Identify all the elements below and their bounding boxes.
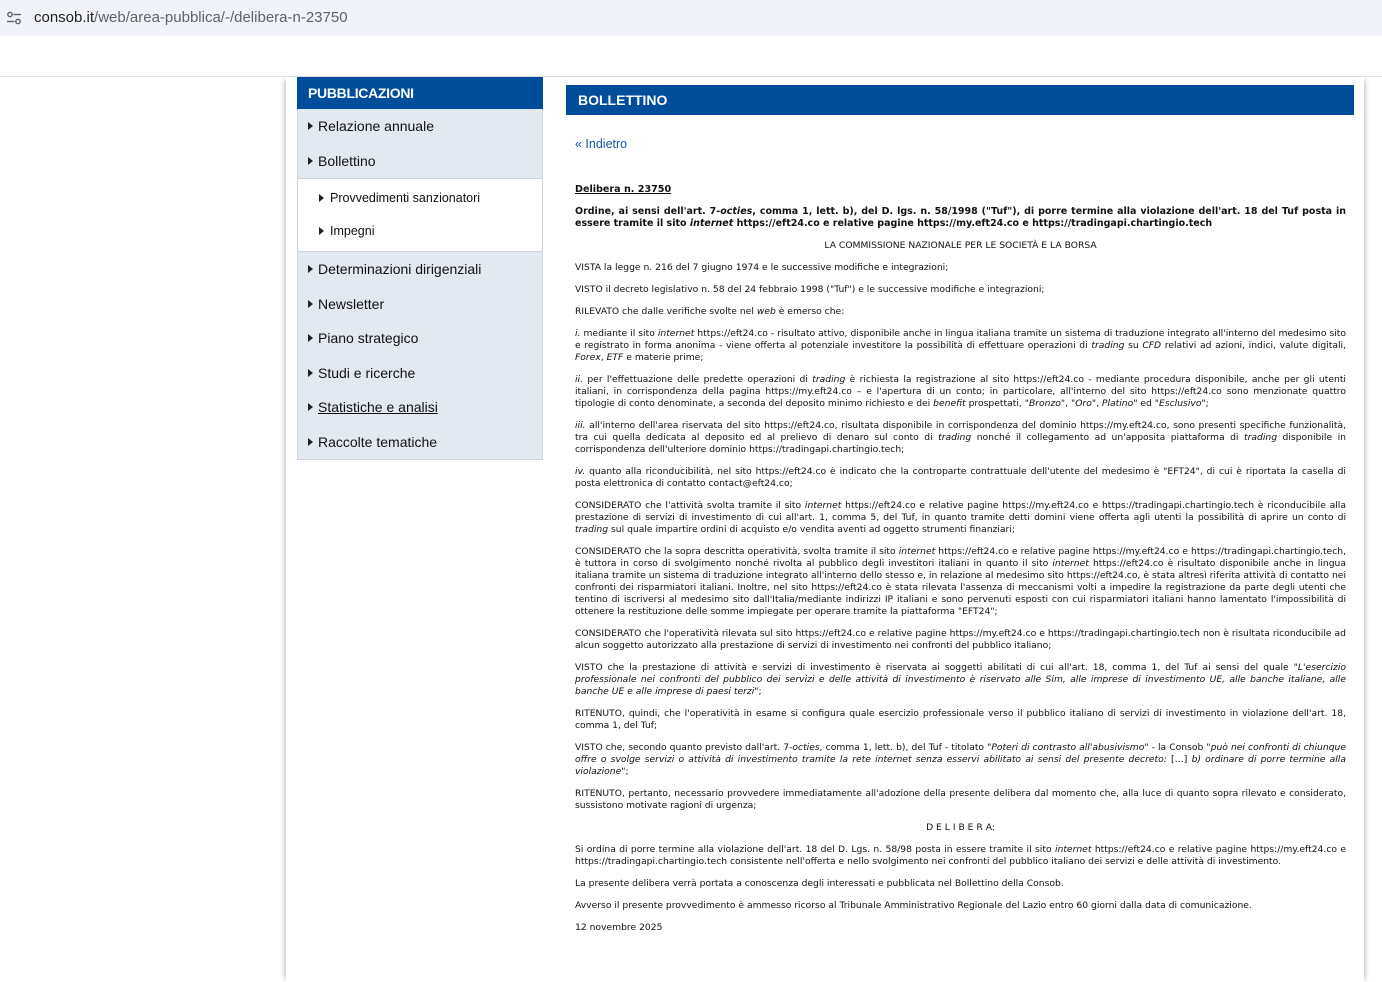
sidebar-item-statistiche-e-analisi[interactable]: [298, 390, 542, 425]
sidebar-item-label: Raccolte tematiche: [318, 433, 438, 450]
triangle-right-icon: [308, 334, 313, 342]
sidebar-subitem-provvedimenti-sanzionatori[interactable]: [298, 182, 542, 215]
sidebar-header: PUBBLICAZIONI: [297, 77, 543, 109]
paragraph-visto-art7: VISTO che, secondo quanto previsto dall'art. 7-octies, comma 1, lett. b), del Tuf - titolato "Poteri di contrasto all'abusivismo" - la Consob "può nei confronti di chiunque offre o svolge servizi o attività di investimento tramite la rete internet senza esservi abilitato ai sensi del presente decreto: […] b) ordinare di porre termine alla violazione";: [575, 742, 1347, 777]
sidebar-subitem-impegni[interactable]: [298, 215, 542, 248]
sidebar-item-label: Determinazioni dirigenziali: [318, 261, 482, 277]
url-domain: consob.it: [34, 9, 95, 26]
paragraph-considerato-3: CONSIDERATO che l'operatività rilevata sul sito https://eft24.co e relative pagine https://my.eft24.co e https://tradingapi.chartingio.tech non è risultata riconducibile ad alcun soggetto autorizzato alla prestazione di servizi di investimento nei confronti del pubblico italiano;: [575, 628, 1346, 651]
commission-heading: LA COMMISSIONE NAZIONALE PER LE SOCIETÀ E LA BORSA: [824, 240, 1097, 251]
main-content: [566, 85, 1354, 153]
document-subject: Ordine, ai sensi dell'art. 7-octies, comma 1, lett. b), del D. lgs. n. 58/1998 ("Tuf"), di porre termine alla violazione dell'art. 18 del Tuf posta in essere tramite il sito internet https://eft24.co e relative pagine https://my.eft24.co e https://tradingapi.chartingio.tech: [575, 206, 1346, 229]
sidebar-item-label: Newsletter: [318, 295, 385, 312]
sidebar: [297, 77, 543, 460]
site-settings-icon[interactable]: [6, 11, 22, 25]
sidebar-item-determinazioni-dirigenziali[interactable]: [298, 252, 542, 287]
document-date: 12 novembre 2025: [575, 922, 663, 933]
triangle-right-icon: [308, 438, 313, 446]
paragraph-visto-decreto: VISTO il decreto legislativo n. 58 del 24 febbraio 1998 ("Tuf") e le successive modifiche e integrazioni;: [575, 284, 1045, 295]
triangle-right-icon: [308, 157, 313, 165]
sidebar-item-piano-strategico[interactable]: [298, 321, 542, 356]
sidebar-item-label: Bollettino: [318, 152, 376, 169]
paragraph-ricorso: Avverso il presente provvedimento è ammesso ricorso al Tribunale Amministrativo Regionale del Lazio entro 60 giorni dalla data di comunicazione.: [575, 900, 1252, 911]
url-path: /web/area-pubblica/-/delibera-n-23750: [94, 9, 348, 26]
triangle-right-icon: [319, 227, 324, 235]
sidebar-item-newsletter[interactable]: [298, 287, 542, 322]
page-container: [286, 77, 1364, 982]
paragraph-point-iv: iv. quanto alla riconducibilità, nel sito https://eft24.co è indicato che la controparte contrattuale dell'utente del medesimo è "EFT24", di cui è riportata la casella di posta elettronica di contatto contact@eft24.co;: [575, 466, 1346, 489]
paragraph-point-iii: iii. all'interno dell'area riservata del sito https://eft24.co, risultata disponibile in corrispondenza del dominio https://my.eft24.co, sono presenti specifiche funzionalità, tra cui quella dedicata al deposito ed al prelievo di denaro sul conto di trading nonché il collegamento ad un'apposita piattaforma di trading disponibile in corrispondenza dell'ulteriore dominio https://tradingapi.chartingio.tech;: [575, 420, 1346, 455]
delibera-heading: D E L I B E R A:: [926, 822, 995, 833]
section-header: BOLLETTINO: [566, 85, 1354, 115]
sidebar-item-bollettino[interactable]: [298, 144, 542, 179]
browser-address-bar[interactable]: [0, 0, 1382, 36]
paragraph-vista: VISTA la legge n. 216 del 7 giugno 1974 e le successive modifiche e integrazioni;: [575, 262, 949, 273]
url-text[interactable]: [34, 9, 348, 26]
paragraph-considerato-2: CONSIDERATO che la sopra descritta operatività, svolta tramite il sito internet https://eft24.co e relative pagine https://my.eft24.co e https://tradingapi.chartingio.tech, è tuttora in corso di svolgimento nonché rivolta al pubblico degli investitori italiani in quanto il sito internet https://eft24.co è risultato disponibile anche in lingua italiana tramite un sistema di traduzione integrato all'interno dello stesso e, in relazione al medesimo sito https://eft24.co, è stata altresì riferita attività di contatto nei confronti dei risparmiatori italiani. Inoltre, nel sito https://eft24.co è stata rilevata l'assenza di meccanismi volti a impedire la registrazione da parte degli utenti che tentino di iscriversi al medesimo sito dall'Italia/mediante indirizzi IP italiani e sono pervenuti esposti con cui risparmiatori italiani hanno lamentato l'impossibilità di ottenere la restituzione delle somme impiegate per operare tramite la piattaforma "EFT24";: [575, 546, 1347, 617]
back-link[interactable]: « Indietro: [575, 137, 628, 151]
sidebar-item-raccolte-tematiche[interactable]: [298, 425, 542, 460]
paragraph-rilevato: RILEVATO che dalle verifiche svolte nel web è emerso che:: [575, 306, 845, 317]
triangle-right-icon: [308, 122, 313, 130]
triangle-right-icon: [308, 265, 313, 273]
triangle-right-icon: [319, 194, 324, 202]
paragraph-point-ii: ii. per l'effettuazione delle predette operazioni di trading è richiesta la registrazione al sito https://eft24.co - mediante procedura disponibile, anche per gli utenti italiani, in corrispondenza della pagina https://my.eft24.co – e l'apertura di un conto; in particolare, all'interno del sito https://eft24.co sono menzionate quattro tipologie di conto denominate, a seconda del deposito minimo richiesto e dei benefit prospettati, "Bronzo", "Oro", Platino" ed "Esclusivo";: [575, 374, 1346, 409]
sidebar-subitem-label: Provvedimenti sanzionatori: [330, 191, 481, 205]
sidebar-item-label: Relazione annuale: [318, 118, 434, 134]
paragraph-ordine: Si ordina di porre termine alla violazione dell'art. 18 del D. Lgs. n. 58/98 posta in essere tramite il sito internet https://eft24.co e relative pagine https://my.eft24.co e https://tradingapi.chartingio.tech consistente nell'offerta e nello svolgimento nei confronti del pubblico italiano dei servizi e delle attività di investimento.: [575, 844, 1347, 867]
sidebar-item-label: Piano strategico: [318, 330, 419, 346]
sidebar-item-label: Statistiche e analisi: [318, 399, 438, 415]
paragraph-ritenuto-2: RITENUTO, pertanto, necessario provvedere immediatamente all'adozione della presente delibera dal momento che, alla luce di quanto sopra rilevato e considerato, sussistono motivate ragioni di urgenza;: [575, 788, 1346, 811]
triangle-right-icon: [308, 369, 313, 377]
document-body: [575, 184, 1346, 934]
paragraph-visto-art18: VISTO che la prestazione di attività e servizi di investimento è riservata ai soggetti abilitati di cui all'art. 18, comma 1, del Tuf ai sensi del quale "L'esercizio professionale nei confronti del pubblico dei servizi e delle attività di investimento è riservato alle Sim, alle imprese di investimento UE, alle banche italiane, alle banche UE e alle imprese di paesi terzi";: [575, 662, 1346, 697]
paragraph-point-i: i. mediante il sito internet https://eft24.co - risultato attivo, disponibile anche in lingua italiana tramite un sistema di traduzione integrato all'interno del medesimo sito e registrato in forma anonima - viene offerta al potenziale investitore la possibilità di effettuare operazioni di trading su CFD relativi ad azioni, indici, valute digitali, Forex, ETF e materie prime;: [575, 328, 1347, 363]
paragraph-considerato-1: CONSIDERATO che l'attività svolta tramite il sito internet https://eft24.co e relative pagine https://my.eft24.co e https://tradingapi.chartingio.tech è riconducibile alla prestazione di servizi di investimento di cui all'art. 1, comma 5, del Tuf, in quanto tramite detti domini viene offerta agli utenti la possibilità di aprire un conto di trading sul quale impartire ordini di acquisto e/o vendita aventi ad oggetto strumenti finanziari;: [575, 500, 1346, 535]
sidebar-menu: [297, 109, 543, 460]
sidebar-submenu: [298, 178, 542, 252]
paragraph-pubblicazione: La presente delibera verrà portata a conoscenza degli interessati e pubblicata nel Bollettino della Consob.: [575, 878, 1064, 889]
document-title: Delibera n. 23750: [575, 184, 672, 195]
sidebar-item-label: Studi e ricerche: [318, 364, 416, 381]
paragraph-ritenuto-1: RITENUTO, quindi, che l'operatività in esame si configura quale esercizio professionale verso il pubblico italiano di servizi di investimento in violazione dell'art. 18, comma 1, del Tuf;: [575, 708, 1346, 731]
triangle-right-icon: [308, 300, 313, 308]
triangle-right-icon: [308, 403, 313, 411]
sidebar-item-relazione-annuale[interactable]: [298, 109, 542, 144]
sidebar-item-studi-e-ricerche[interactable]: [298, 356, 542, 391]
sidebar-subitem-label: Impegni: [330, 224, 375, 238]
browser-toolbar-area: [0, 36, 1382, 77]
